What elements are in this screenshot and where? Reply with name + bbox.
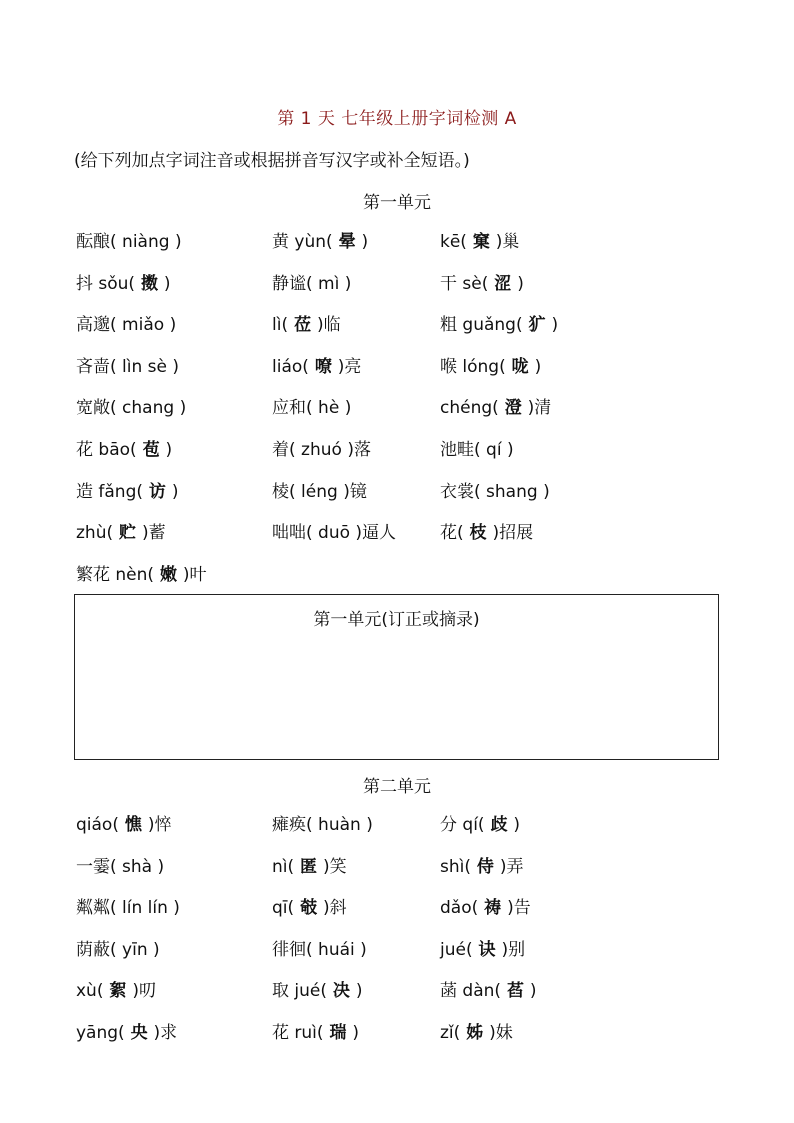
word-suffix: ) (179, 398, 187, 419)
word-answer: lín lín (116, 898, 174, 919)
word-suffix: )落 (347, 439, 371, 460)
word-prefix: 分 qí( (440, 815, 485, 835)
word-item (76, 813, 171, 837)
word-answer: lìn sè (116, 356, 173, 377)
word-prefix: 花 bāo( (76, 439, 137, 460)
word-suffix: ) (366, 815, 373, 835)
word-prefix: kē( (440, 232, 467, 252)
word-row (76, 480, 736, 522)
word-prefix: 粼粼( (76, 898, 117, 919)
word-row (76, 979, 736, 1021)
word-item (440, 355, 541, 379)
word-item (440, 438, 514, 462)
word-row (76, 396, 736, 438)
word-suffix: ) (173, 898, 180, 919)
unit1-word-grid (76, 230, 736, 604)
word-item (76, 396, 186, 420)
word-suffix: ) (171, 481, 179, 502)
word-prefix: 吝啬( (76, 356, 117, 377)
word-suffix: )临 (316, 315, 341, 336)
word-item (272, 438, 371, 462)
word-suffix: )告 (507, 898, 531, 919)
word-item (272, 230, 368, 254)
word-item (272, 521, 396, 545)
word-item (272, 855, 347, 879)
word-item (440, 272, 524, 296)
word-suffix: )悴 (147, 815, 172, 835)
word-item (76, 480, 179, 504)
word-prefix: 荫蔽( (76, 939, 117, 960)
word-item (440, 1021, 513, 1045)
word-item (440, 938, 525, 962)
word-answer: 絮 (103, 981, 133, 1002)
word-prefix: 酝酿( (76, 232, 117, 252)
correction-box-title: 第一单元(订正或摘录) (313, 610, 480, 630)
word-suffix: ) (174, 232, 182, 252)
word-suffix: )叶 (182, 564, 207, 585)
word-prefix: liáo( (272, 356, 309, 377)
word-suffix: )招展 (492, 523, 534, 544)
word-suffix: ) (551, 315, 559, 336)
word-suffix: )蓄 (141, 523, 166, 544)
word-answer: 咙 (505, 356, 535, 377)
word-prefix: 池畦( (440, 439, 481, 460)
word-suffix: )镜 (343, 481, 367, 502)
word-suffix: ) (517, 273, 524, 294)
page-title: 第 1 天 七年级上册字词检测 A (277, 109, 517, 129)
word-item (440, 979, 537, 1003)
word-prefix: 花( (440, 523, 464, 544)
word-answer: 瑞 (323, 1022, 353, 1043)
word-answer: duō (312, 523, 356, 544)
word-answer: 憔 (118, 815, 148, 835)
word-row (76, 938, 736, 980)
word-item (272, 396, 351, 420)
word-suffix: ) (153, 939, 160, 960)
word-answer: 贮 (113, 523, 142, 544)
word-suffix: )逼人 (355, 523, 397, 544)
word-prefix: 干 sè( (440, 273, 489, 294)
word-suffix: )笑 (322, 856, 347, 877)
word-item (76, 272, 171, 296)
word-prefix: jué( (440, 939, 473, 960)
word-item (272, 813, 373, 837)
word-prefix: zhù( (76, 523, 114, 544)
word-prefix: 花 ruì( (272, 1022, 324, 1043)
word-answer: 澄 (498, 398, 528, 419)
word-prefix: 一霎( (76, 856, 117, 877)
word-answer: qí (480, 439, 507, 460)
word-answer: 萏 (501, 981, 530, 1002)
word-item (76, 1021, 177, 1045)
word-suffix: )别 (501, 939, 526, 960)
word-suffix: ) (355, 981, 363, 1002)
word-answer: 姊 (460, 1022, 490, 1043)
word-suffix: ) (543, 481, 550, 502)
word-prefix: nì( (272, 856, 295, 877)
word-prefix: shì( (440, 856, 471, 877)
word-answer: huái (312, 939, 361, 960)
word-suffix: )叨 (132, 981, 156, 1002)
word-prefix: 黄 yùn( (272, 232, 333, 252)
word-answer: huàn (312, 815, 367, 835)
word-answer: 擞 (135, 273, 164, 294)
word-suffix: )巢 (495, 232, 520, 252)
word-prefix: 静谧( (272, 273, 313, 294)
word-item (76, 313, 176, 337)
word-suffix: )清 (527, 398, 552, 419)
word-item (76, 438, 172, 462)
word-prefix: qiáo( (76, 815, 119, 835)
word-row (76, 896, 736, 938)
word-prefix: 衣裳( (440, 481, 481, 502)
word-answer: chang (116, 398, 180, 419)
word-answer: 莅 (288, 315, 317, 336)
word-prefix: 造 fǎng( (76, 481, 144, 502)
word-row (76, 1021, 736, 1063)
word-answer: 访 (143, 481, 172, 502)
word-prefix: 取 jué( (272, 981, 327, 1002)
word-item (272, 480, 367, 504)
word-item (272, 938, 367, 962)
word-item (76, 979, 156, 1003)
word-answer: 祷 (478, 898, 508, 919)
word-prefix: 粗 guǎng( (440, 315, 523, 336)
word-prefix: 菡 dàn( (440, 981, 502, 1002)
word-item (272, 313, 341, 337)
word-answer: 晕 (332, 232, 362, 252)
word-item (76, 355, 179, 379)
word-answer: 苞 (136, 439, 166, 460)
word-answer: 犷 (522, 315, 552, 336)
unit2-heading: 第二单元 (363, 777, 431, 797)
word-row (76, 813, 736, 855)
word-item (440, 313, 558, 337)
word-row (76, 272, 736, 314)
word-row (76, 355, 736, 397)
word-answer: shang (480, 481, 544, 502)
word-suffix: ) (344, 273, 352, 294)
word-answer: 嫩 (154, 564, 183, 585)
word-item (272, 355, 361, 379)
word-item (440, 896, 531, 920)
word-prefix: 瘫痪( (272, 815, 313, 835)
word-item (272, 272, 351, 296)
word-prefix: xù( (76, 981, 104, 1002)
word-item (272, 979, 362, 1003)
correction-box[interactable] (74, 594, 719, 760)
word-suffix: ) (361, 232, 369, 252)
word-prefix: yāng( (76, 1022, 125, 1043)
word-row (76, 438, 736, 480)
word-prefix: 徘徊( (272, 939, 313, 960)
word-prefix: 着( (272, 439, 296, 460)
word-suffix: ) (163, 273, 171, 294)
word-item (76, 896, 180, 920)
word-prefix: zǐ( (440, 1022, 461, 1043)
word-suffix: ) (506, 439, 514, 460)
word-item (440, 230, 519, 254)
word-item (440, 521, 533, 545)
word-answer: 歧 (484, 815, 514, 835)
word-suffix: )弄 (499, 856, 524, 877)
word-item (76, 563, 207, 587)
word-item (76, 521, 166, 545)
word-answer: 嘹 (308, 356, 338, 377)
word-answer: 决 (327, 981, 356, 1002)
word-prefix: 咄咄( (272, 523, 313, 544)
word-answer: zhuó (295, 439, 348, 460)
word-prefix: qī( (272, 898, 295, 919)
word-prefix: dǎo( (440, 898, 479, 919)
unit1-heading: 第一单元 (363, 193, 431, 213)
word-suffix: ) (157, 856, 165, 877)
instruction-text: (给下列加点字词注音或根据拼音写汉字或补全短语。) (74, 151, 470, 171)
word-item (440, 855, 523, 879)
word-item (440, 396, 551, 420)
word-answer: 涩 (488, 273, 518, 294)
word-suffix: ) (344, 398, 352, 419)
word-suffix: ) (513, 815, 521, 835)
word-item (272, 1021, 359, 1045)
word-prefix: 棱( (272, 481, 296, 502)
word-prefix: 繁花 nèn( (76, 564, 155, 585)
word-suffix: ) (534, 356, 542, 377)
word-suffix: ) (352, 1022, 360, 1043)
word-answer: shà (116, 856, 158, 877)
word-answer: mì (312, 273, 345, 294)
word-suffix: )求 (153, 1022, 178, 1043)
word-answer: hè (312, 398, 345, 419)
word-item (272, 896, 347, 920)
word-suffix: ) (172, 356, 180, 377)
word-prefix: 抖 sǒu( (76, 273, 136, 294)
word-answer: 枝 (463, 523, 493, 544)
word-answer: niàng (116, 232, 175, 252)
word-prefix: 应和( (272, 398, 313, 419)
word-answer: 匿 (294, 856, 323, 877)
word-answer: 侍 (471, 856, 500, 877)
word-answer: 诀 (472, 939, 502, 960)
word-row (76, 230, 736, 272)
word-suffix: )亮 (337, 356, 362, 377)
word-row (76, 521, 736, 563)
word-prefix: 喉 lóng( (440, 356, 506, 377)
word-answer: léng (295, 481, 344, 502)
word-answer: yīn (116, 939, 154, 960)
word-suffix: ) (360, 939, 367, 960)
word-item (76, 230, 182, 254)
word-item (440, 813, 520, 837)
word-item (440, 480, 550, 504)
word-prefix: 宽敞( (76, 398, 117, 419)
word-suffix: )妹 (489, 1022, 513, 1043)
word-item (76, 938, 160, 962)
word-suffix: ) (529, 981, 537, 1002)
word-answer: 窠 (466, 232, 496, 252)
word-prefix: 高邈( (76, 315, 117, 336)
word-suffix: )斜 (323, 898, 347, 919)
word-answer: 央 (124, 1022, 154, 1043)
word-suffix: ) (165, 439, 173, 460)
word-item (76, 855, 164, 879)
word-row (76, 855, 736, 897)
unit2-word-grid (76, 813, 736, 1063)
word-answer: miǎo (116, 315, 170, 336)
word-prefix: chéng( (440, 398, 499, 419)
word-suffix: ) (169, 315, 177, 336)
word-answer: 攲 (294, 898, 323, 919)
word-prefix: lì( (272, 315, 289, 336)
word-row (76, 313, 736, 355)
